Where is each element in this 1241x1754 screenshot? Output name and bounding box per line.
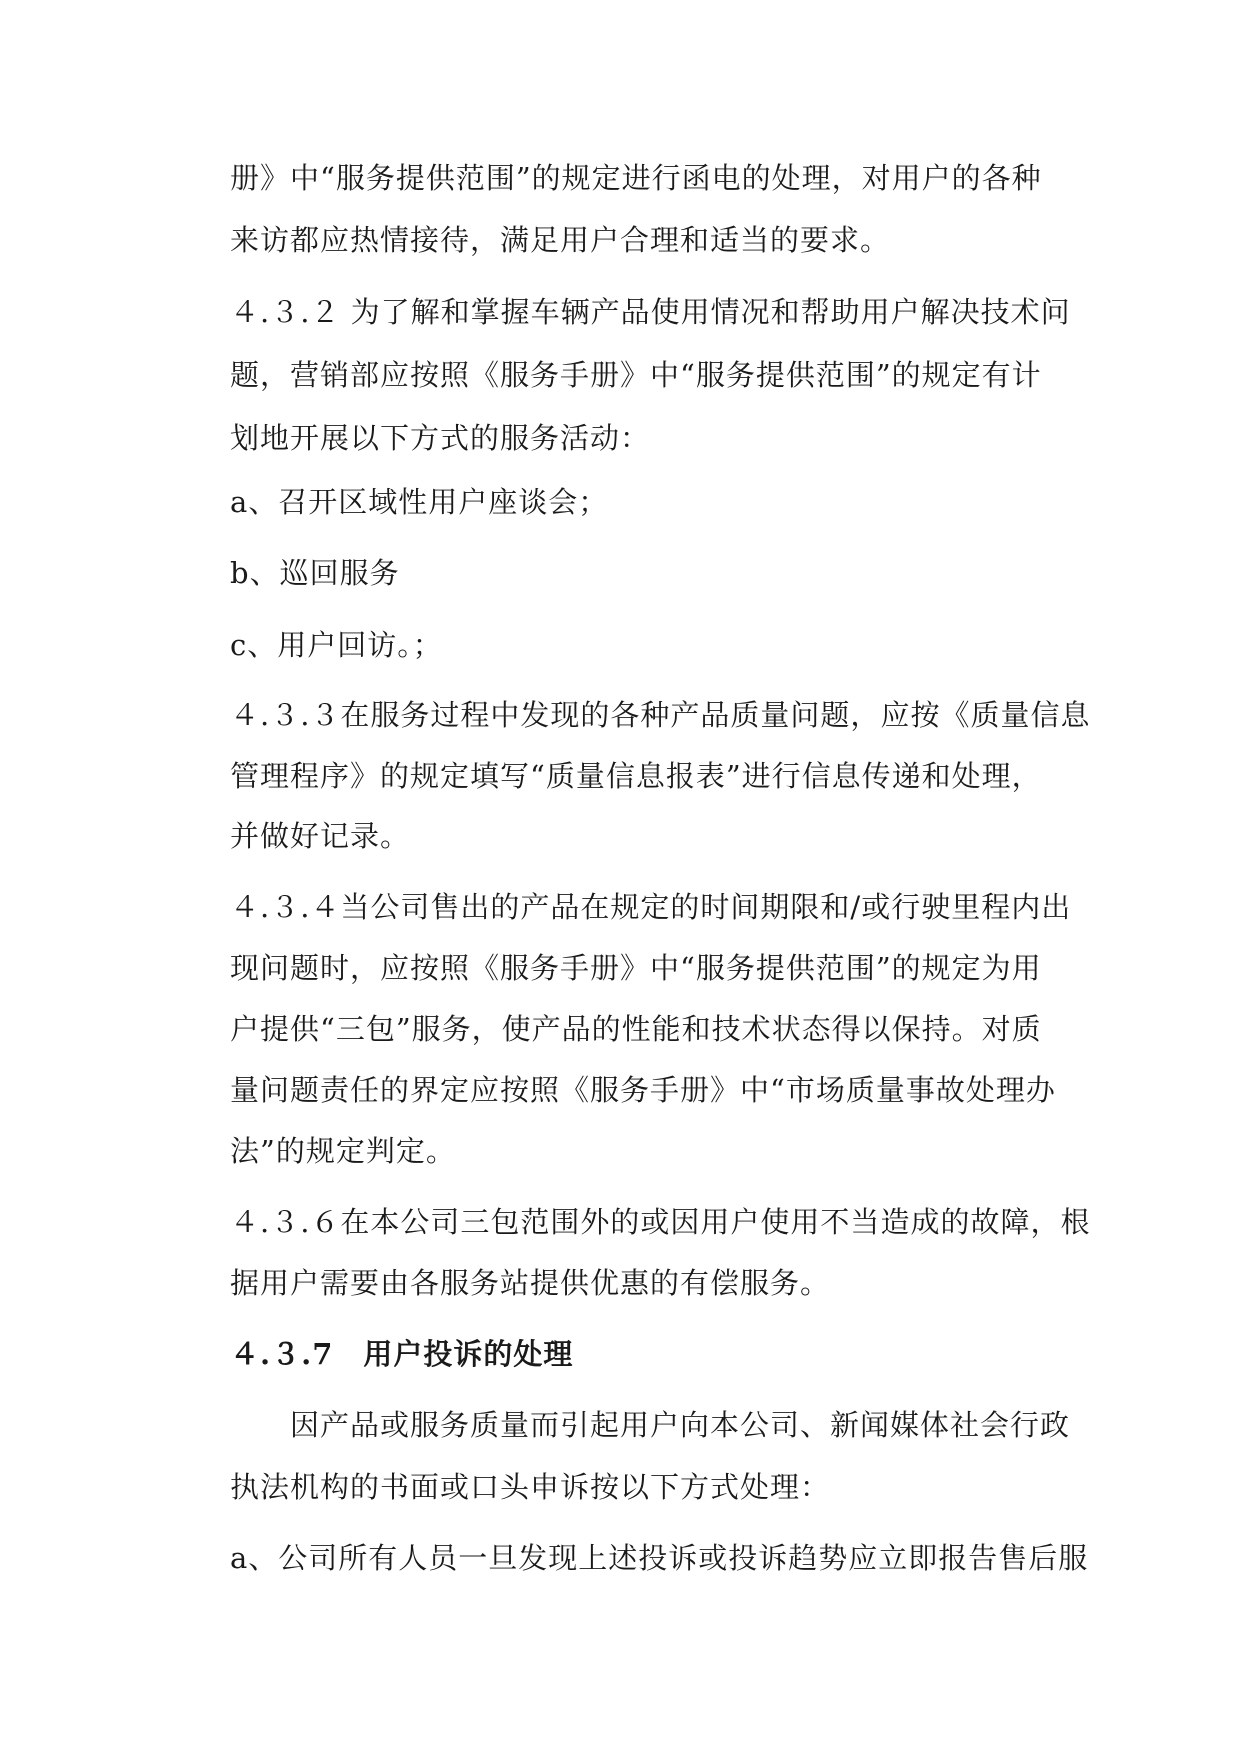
text-line: ４.３.６在本公司三包范围外的或因用户使用不当造成的故障，根: [230, 1205, 1091, 1239]
text-line: 执法机构的书面或口头申诉按以下方式处理：: [230, 1470, 831, 1504]
text-line: 法”的规定判定。: [230, 1134, 456, 1168]
text-line: 来访都应热情接待，满足用户合理和适当的要求。: [230, 223, 891, 257]
text-line: ４.３.４当公司售出的产品在规定的时间期限和/或行驶里程内出: [230, 890, 1072, 924]
text-line: 划地开展以下方式的服务活动：: [230, 421, 651, 455]
text-line: 因产品或服务质量而引起用户向本公司、新闻媒体社会行政: [290, 1408, 1071, 1442]
text-line: 量问题责任的界定应按照《服务手册》中“市场质量事故处理办: [230, 1073, 1056, 1107]
list-item-c: c、用户回访。；: [230, 628, 443, 662]
text-line: 现问题时，应按照《服务手册》中“服务提供范围”的规定为用: [230, 951, 1042, 985]
text-line: 并做好记录。: [230, 819, 411, 853]
list-item-b: b、巡回服务: [230, 556, 400, 590]
section-heading: ４.３.7 用户投诉的处理: [230, 1337, 574, 1371]
text-line: 据用户需要由各服务站提供优惠的有偿服务。: [230, 1266, 831, 1300]
text-line: ４.３.３在服务过程中发现的各种产品质量问题，应按《质量信息: [230, 698, 1091, 732]
text-line: 册》中“服务提供范围”的规定进行函电的处理，对用户的各种: [230, 161, 1042, 195]
text-line: 题，营销部应按照《服务手册》中“服务提供范围”的规定有计: [230, 358, 1042, 392]
text-line: ４.３.２ 为了解和掌握车辆产品使用情况和帮助用户解决技术问: [230, 295, 1071, 329]
list-item-a: a、召开区域性用户座谈会；: [230, 485, 609, 519]
text-line: 管理程序》的规定填写“质量信息报表”进行信息传递和处理，: [230, 759, 1042, 793]
list-item-a: a、公司所有人员一旦发现上述投诉或投诉趋势应立即报告售后服: [230, 1541, 1089, 1575]
text-line: 户提供“三包”服务，使产品的性能和技术状态得以保持。对质: [230, 1012, 1042, 1046]
